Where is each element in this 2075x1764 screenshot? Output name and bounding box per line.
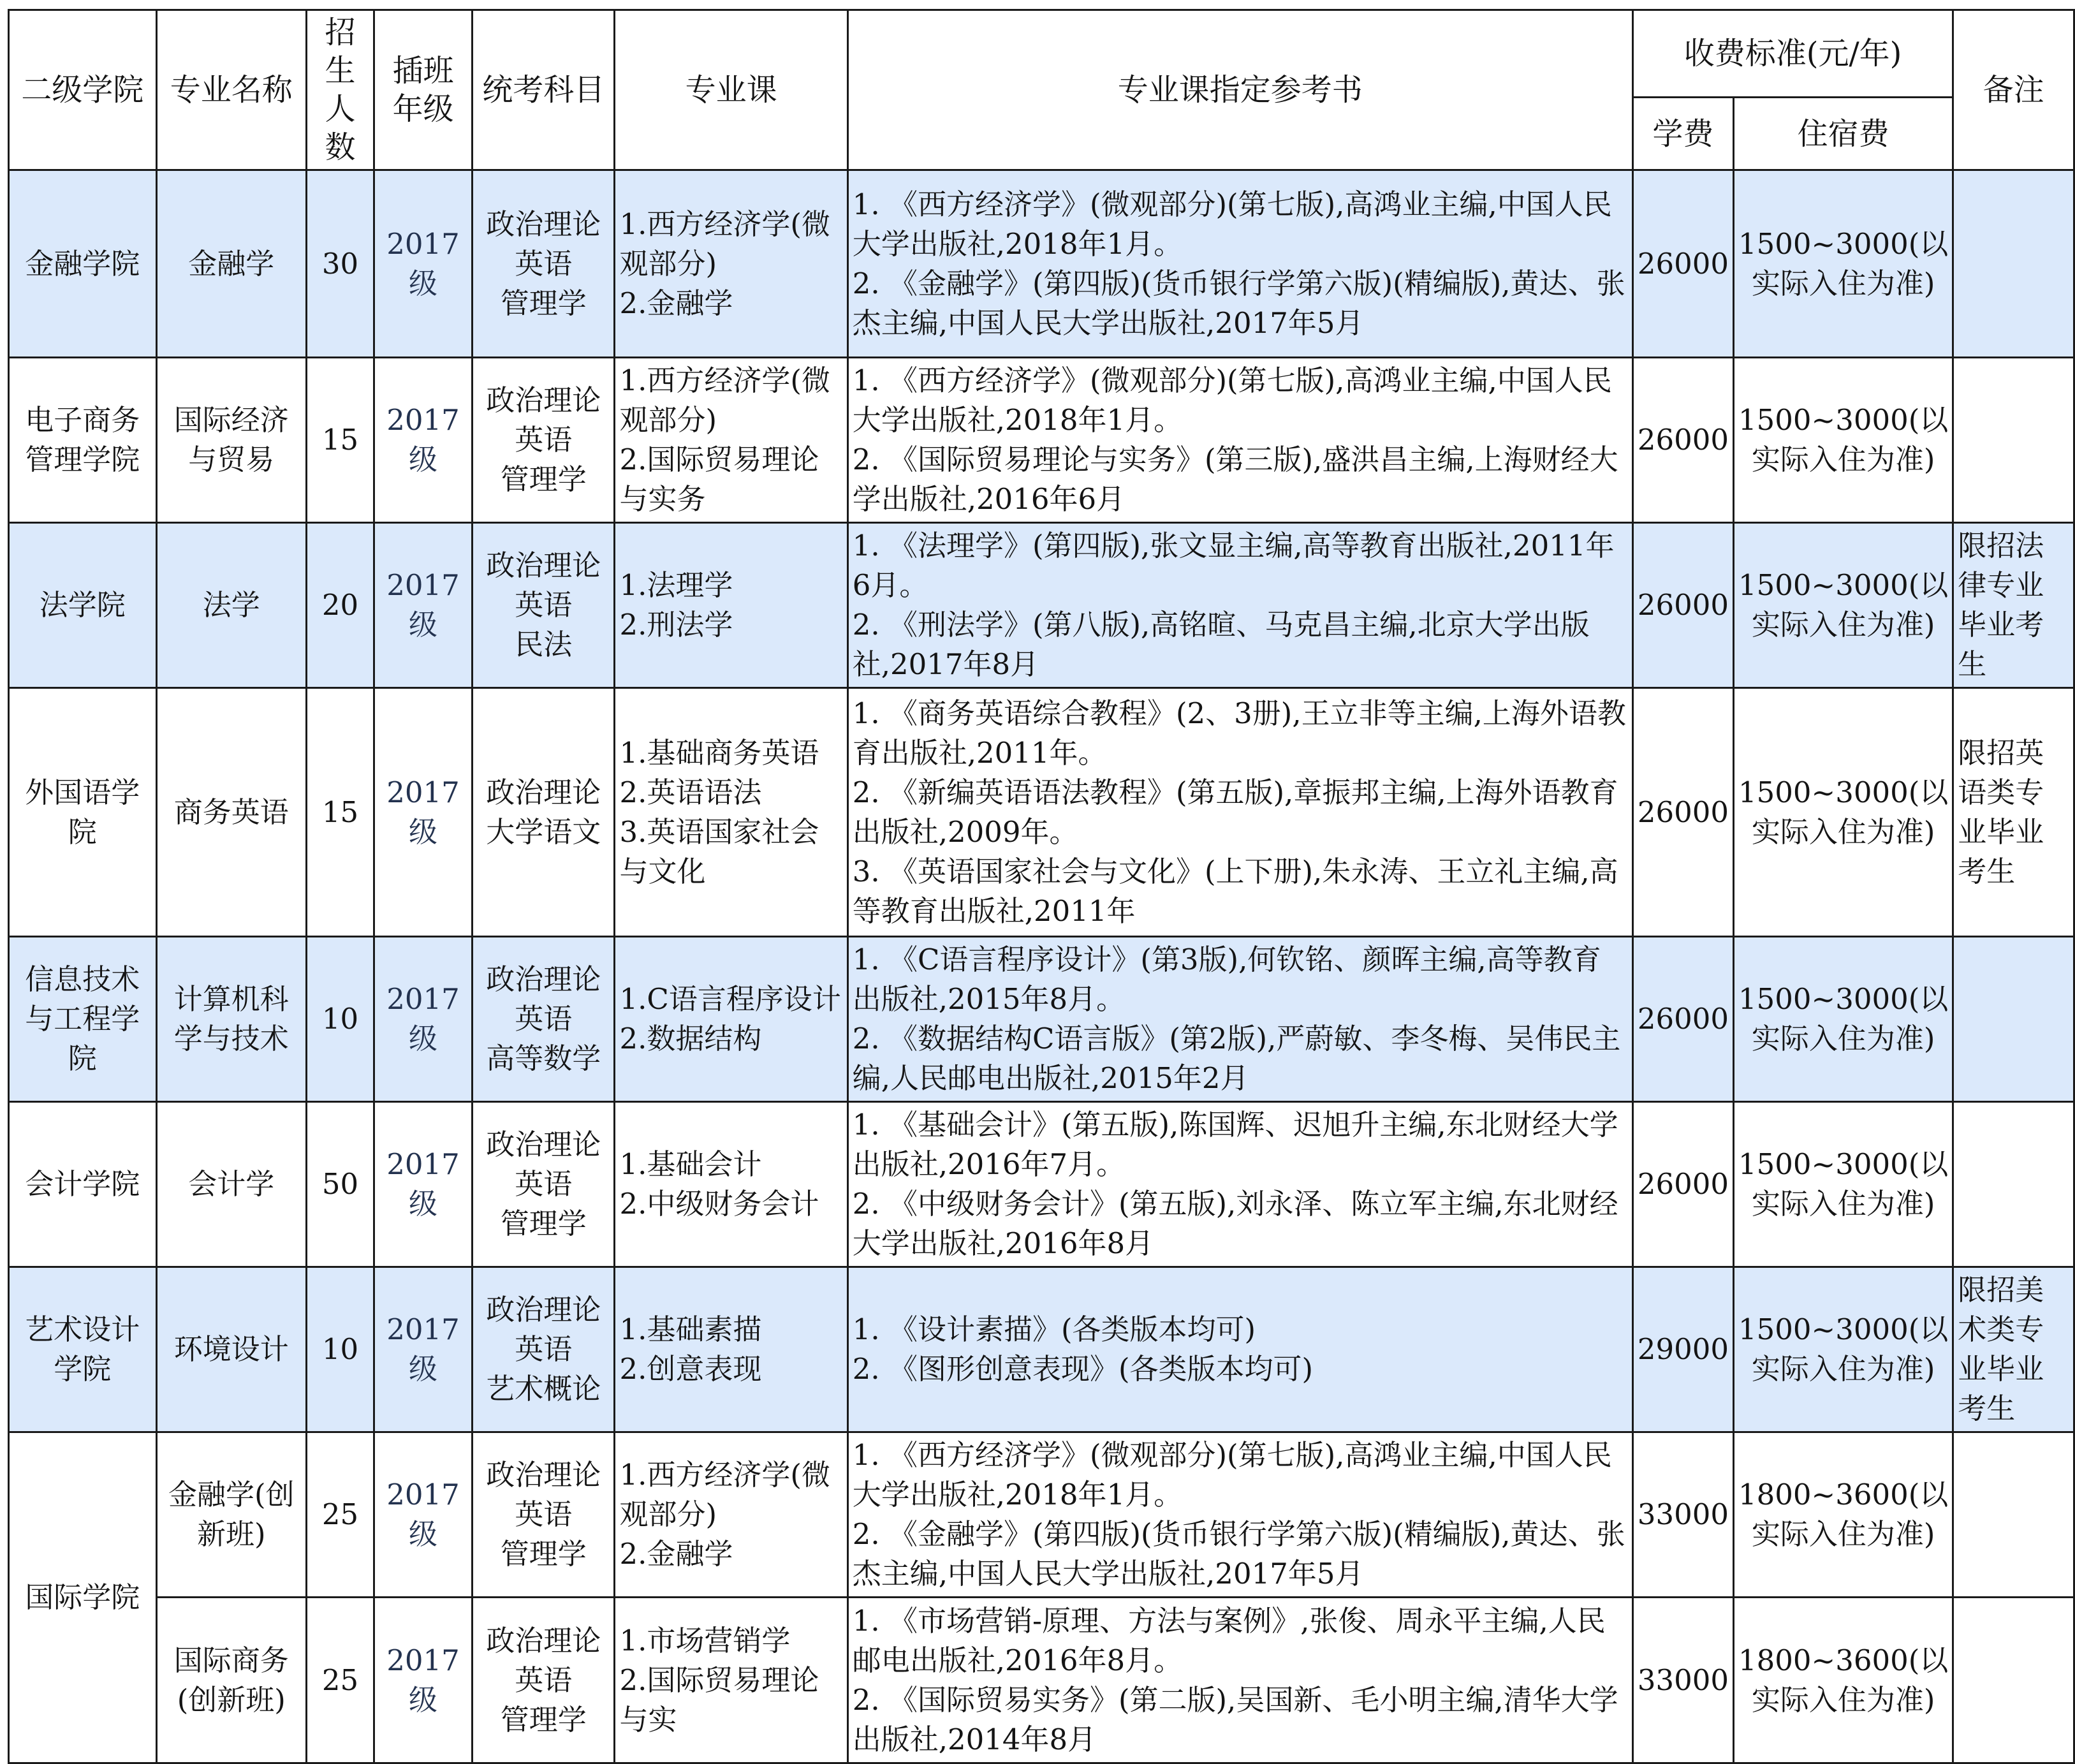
dorm-fee-cell: 1500~3000(以实际入住为准) (1733, 937, 1953, 1102)
tuition-cell: 26000 (1632, 937, 1733, 1102)
major-cell: 法学 (156, 523, 307, 688)
table-row (9, 1598, 2074, 1763)
exam-cell-line: 政治理论 (486, 1458, 601, 1492)
grade-cell: 2017级 (374, 688, 473, 937)
exam-cell-line: 大学语文 (486, 814, 601, 849)
books-cell-line: 1. 《西方经济学》(微观部分)(第七版),高鸿业主编,中国人民大学出版社,2018年1月。 (852, 364, 1612, 437)
enroll-cell: 15 (307, 688, 374, 937)
header-row-1 (9, 10, 2074, 98)
course-cell-line: 3.英语国家社会与文化 (619, 814, 819, 888)
college-cell: 法学院 (9, 523, 157, 688)
books-cell (847, 688, 1632, 937)
course-cell-line: 2.金融学 (619, 1537, 733, 1571)
exam-cell-line: 艺术概论 (486, 1372, 601, 1406)
exam-cell-line: 管理学 (500, 1702, 587, 1737)
books-cell-line: 1. 《西方经济学》(微观部分)(第七版),高鸿业主编,中国人民大学出版社,2018年1月。 (852, 1438, 1612, 1511)
dorm-fee-cell: 1500~3000(以实际入住为准) (1733, 170, 1953, 358)
major-cell: 金融学(创新班) (156, 1432, 307, 1598)
tuition-cell: 29000 (1632, 1267, 1733, 1432)
books-cell-line: 1. 《法理学》(第四版),张文显主编,高等教育出版社,2011年6月。 (852, 529, 1615, 602)
books-cell-line: 2. 《金融学》(第四版)(货币银行学第六版)(精编版),黄达、张杰主编,中国人民大学出版社,2017年5月 (852, 1517, 1625, 1591)
exam-cell-line: 英语 (515, 1167, 573, 1201)
table-row (9, 358, 2074, 523)
books-cell-line: 1. 《市场营销-原理、方法与案例》,张俊、周永平主编,人民邮电出版社,2016年8月。 (852, 1603, 1606, 1677)
course-cell-line: 1.基础素描 (619, 1312, 762, 1346)
note-cell: 限招英语类专业毕业考生 (1953, 688, 2074, 937)
college-cell: 艺术设计学院 (9, 1267, 157, 1432)
course-cell-line: 2.国际贸易理论与实 (619, 1663, 819, 1737)
table-row (9, 1267, 2074, 1432)
exam-cell-line: 英语 (515, 1497, 573, 1531)
course-cell-line: 2.创意表现 (619, 1352, 762, 1386)
note-cell (1953, 358, 2074, 523)
header-note: 备注 (1953, 10, 2074, 170)
grade-cell: 2017级 (374, 1432, 473, 1598)
exam-cell-line: 政治理论 (486, 1623, 601, 1657)
enrollment-table (8, 9, 2075, 1764)
header-fee-group: 收费标准(元/年) (1632, 10, 1953, 98)
books-cell-line: 1. 《商务英语综合教程》(2、3册),王立非等主编,上海外语教育出版社,2011年。 (852, 696, 1626, 770)
books-cell-line: 2. 《中级财务会计》(第五版),刘永泽、陈立军主编,东北财经大学出版社,2016年8月 (852, 1187, 1618, 1260)
enroll-cell: 25 (307, 1598, 374, 1763)
college-cell: 金融学院 (9, 170, 157, 358)
exam-cell (472, 1432, 615, 1598)
exam-cell (472, 1102, 615, 1267)
exam-cell-line: 英语 (515, 1663, 573, 1697)
header-books: 专业课指定参考书 (847, 10, 1632, 170)
books-cell-line: 2. 《图形创意表现》(各类版本均可) (852, 1352, 1314, 1386)
header-course: 专业课 (615, 10, 847, 170)
major-cell: 会计学 (156, 1102, 307, 1267)
note-cell (1953, 1432, 2074, 1598)
books-cell-line: 1. 《设计素描》(各类版本均可) (852, 1312, 1256, 1346)
major-cell: 金融学 (156, 170, 307, 358)
exam-cell (472, 937, 615, 1102)
dorm-fee-cell: 1800~3600(以实际入住为准) (1733, 1598, 1953, 1763)
course-cell (615, 170, 847, 358)
college-cell: 外国语学院 (9, 688, 157, 937)
exam-cell-line: 英语 (515, 246, 573, 281)
books-cell-line: 2. 《国际贸易理论与实务》(第三版),盛洪昌主编,上海财经大学出版社,2016年6月 (852, 443, 1618, 516)
course-cell-line: 2.数据结构 (619, 1022, 762, 1055)
exam-cell-line: 民法 (515, 628, 573, 661)
tuition-cell: 26000 (1632, 523, 1733, 688)
course-cell-line: 1.C语言程序设计 (619, 982, 841, 1016)
tuition-cell: 26000 (1632, 170, 1733, 358)
course-cell (615, 358, 847, 523)
books-cell-line: 2. 《新编英语语法教程》(第五版),章振邦主编,上海外语教育出版社,2009年。 (852, 775, 1618, 849)
books-cell-line: 1. 《基础会计》(第五版),陈国辉、迟旭升主编,东北财经大学出版社,2016年7月。 (852, 1108, 1618, 1181)
course-cell (615, 1598, 847, 1763)
dorm-fee-cell: 1800~3600(以实际入住为准) (1733, 1432, 1953, 1598)
course-cell (615, 688, 847, 937)
major-cell: 商务英语 (156, 688, 307, 937)
enroll-cell: 50 (307, 1102, 374, 1267)
exam-cell (472, 1267, 615, 1432)
books-cell (847, 523, 1632, 688)
enroll-cell: 20 (307, 523, 374, 688)
note-cell: 限招法律专业毕业考生 (1953, 523, 2074, 688)
major-cell: 环境设计 (156, 1267, 307, 1432)
exam-cell-line: 政治理论 (486, 962, 601, 996)
header-dorm: 住宿费 (1733, 98, 1953, 170)
course-cell-line: 2.国际贸易理论与实务 (619, 443, 819, 516)
course-cell (615, 937, 847, 1102)
table-body (9, 170, 2074, 1763)
books-cell (847, 1598, 1632, 1763)
dorm-fee-cell: 1500~3000(以实际入住为准) (1733, 1267, 1953, 1432)
grade-cell: 2017级 (374, 523, 473, 688)
header-enroll: 招生人数 (307, 10, 374, 170)
books-cell-line: 1. 《C语言程序设计》(第3版),何钦铭、颜晖主编,高等教育出版社,2015年8月。 (852, 943, 1601, 1016)
exam-cell-line: 英语 (515, 588, 573, 622)
table-row (9, 1102, 2074, 1267)
exam-cell-line: 政治理论 (486, 775, 601, 809)
books-cell (847, 1267, 1632, 1432)
course-cell-line: 1.西方经济学(微观部分) (619, 1458, 830, 1531)
exam-cell (472, 170, 615, 358)
books-cell-line: 1. 《西方经济学》(微观部分)(第七版),高鸿业主编,中国人民大学出版社,2018年1月。 (852, 187, 1612, 261)
books-cell-line: 2. 《数据结构C语言版》(第2版),严蔚敏、李冬梅、吴伟民主编,人民邮电出版社,2015年2月 (852, 1022, 1621, 1095)
exam-cell-line: 政治理论 (486, 207, 601, 241)
enroll-cell: 30 (307, 170, 374, 358)
exam-cell-line: 管理学 (500, 286, 587, 320)
dorm-fee-cell: 1500~3000(以实际入住为准) (1733, 688, 1953, 937)
exam-cell-line: 管理学 (500, 1537, 587, 1571)
course-cell-line: 2.金融学 (619, 286, 733, 320)
tuition-cell: 26000 (1632, 1102, 1733, 1267)
header-college: 二级学院 (9, 10, 157, 170)
exam-cell (472, 688, 615, 937)
major-cell: 国际经济与贸易 (156, 358, 307, 523)
exam-cell-line: 政治理论 (486, 1293, 601, 1327)
course-cell-line: 1.法理学 (619, 568, 733, 602)
books-cell-line: 2. 《金融学》(第四版)(货币银行学第六版)(精编版),黄达、张杰主编,中国人民大学出版社,2017年5月 (852, 266, 1625, 340)
books-cell (847, 170, 1632, 358)
course-cell-line: 2.中级财务会计 (619, 1187, 819, 1221)
enroll-cell: 15 (307, 358, 374, 523)
tuition-cell: 33000 (1632, 1432, 1733, 1598)
course-cell-line: 1.基础商务英语 (619, 735, 819, 770)
note-cell (1953, 1598, 2074, 1763)
course-cell-line: 1.西方经济学(微观部分) (619, 207, 830, 281)
header-tuition: 学费 (1632, 98, 1733, 170)
course-cell (615, 1432, 847, 1598)
college-cell: 会计学院 (9, 1102, 157, 1267)
course-cell (615, 1102, 847, 1267)
exam-cell-line: 高等数学 (486, 1041, 601, 1075)
header-major: 专业名称 (156, 10, 307, 170)
table-row (9, 937, 2074, 1102)
books-cell (847, 1432, 1632, 1598)
table-row (9, 688, 2074, 937)
table-row (9, 523, 2074, 688)
grade-cell: 2017级 (374, 170, 473, 358)
exam-cell-line: 管理学 (500, 462, 587, 496)
exam-cell-line: 管理学 (500, 1207, 587, 1240)
enroll-cell: 10 (307, 937, 374, 1102)
table-row (9, 1432, 2074, 1598)
grade-cell: 2017级 (374, 1267, 473, 1432)
books-cell-line: 2. 《刑法学》(第八版),高铭暄、马克昌主编,北京大学出版社,2017年8月 (852, 608, 1590, 681)
college-cell: 信息技术与工程学院 (9, 937, 157, 1102)
course-cell-line: 2.英语语法 (619, 775, 762, 809)
course-cell (615, 1267, 847, 1432)
course-cell-line: 2.刑法学 (619, 608, 733, 642)
dorm-fee-cell: 1500~3000(以实际入住为准) (1733, 523, 1953, 688)
exam-cell-line: 政治理论 (486, 548, 601, 582)
dorm-fee-cell: 1500~3000(以实际入住为准) (1733, 1102, 1953, 1267)
college-cell: 电子商务管理学院 (9, 358, 157, 523)
grade-cell: 2017级 (374, 1102, 473, 1267)
major-cell: 国际商务(创新班) (156, 1598, 307, 1763)
exam-cell (472, 1598, 615, 1763)
exam-cell-line: 政治理论 (486, 383, 601, 417)
course-cell-line: 1.基础会计 (619, 1147, 762, 1181)
exam-cell-line: 英语 (515, 423, 573, 457)
course-cell-line: 1.市场营销学 (619, 1623, 791, 1657)
college-cell: 国际学院 (9, 1432, 157, 1763)
enroll-cell: 10 (307, 1267, 374, 1432)
note-cell (1953, 1102, 2074, 1267)
course-cell (615, 523, 847, 688)
header-grade: 插班年级 (374, 10, 473, 170)
tuition-cell: 33000 (1632, 1598, 1733, 1763)
grade-cell: 2017级 (374, 358, 473, 523)
note-cell (1953, 937, 2074, 1102)
major-cell: 计算机科学与技术 (156, 937, 307, 1102)
dorm-fee-cell: 1500~3000(以实际入住为准) (1733, 358, 1953, 523)
tuition-cell: 26000 (1632, 688, 1733, 937)
books-cell-line: 3. 《英语国家社会与文化》(上下册),朱永涛、王立礼主编,高等教育出版社,2011年 (852, 854, 1618, 928)
exam-cell-line: 英语 (515, 1332, 573, 1366)
note-cell: 限招美术类专业毕业考生 (1953, 1267, 2074, 1432)
note-cell (1953, 170, 2074, 358)
tuition-cell: 26000 (1632, 358, 1733, 523)
exam-cell (472, 358, 615, 523)
exam-cell (472, 523, 615, 688)
exam-cell-line: 英语 (515, 1002, 573, 1036)
grade-cell: 2017级 (374, 1598, 473, 1763)
table-row (9, 170, 2074, 358)
books-cell (847, 937, 1632, 1102)
enroll-cell: 25 (307, 1432, 374, 1598)
exam-cell-line: 政治理论 (486, 1128, 601, 1161)
course-cell-line: 1.西方经济学(微观部分) (619, 364, 830, 437)
header-exam: 统考科目 (472, 10, 615, 170)
grade-cell: 2017级 (374, 937, 473, 1102)
books-cell-line: 2. 《国际贸易实务》(第二版),吴国新、毛小明主编,清华大学出版社,2014年8月 (852, 1682, 1618, 1756)
books-cell (847, 1102, 1632, 1267)
books-cell (847, 358, 1632, 523)
